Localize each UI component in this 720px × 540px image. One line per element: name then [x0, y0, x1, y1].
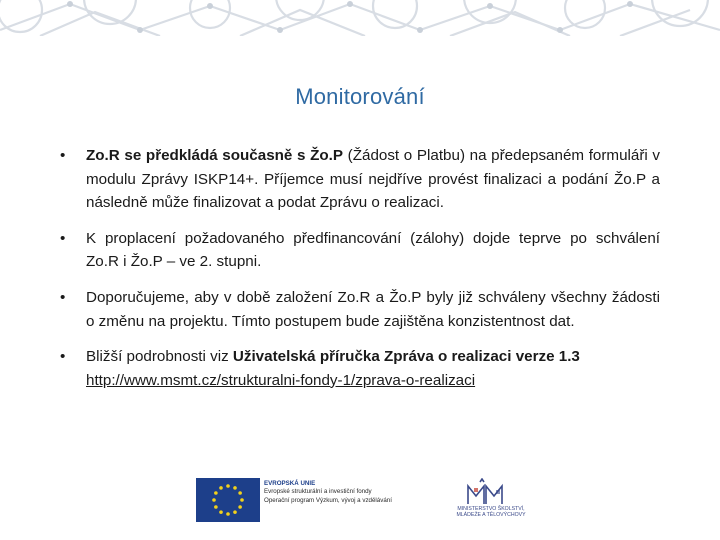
bullet-dot: • — [60, 288, 66, 306]
ministry-line-1: MINISTERSTVO ŠKOLSTVÍ, — [457, 506, 525, 512]
bullet-dot: • — [60, 348, 66, 366]
eu-star — [226, 512, 230, 516]
bullet-4-bold: Uživatelská příručka Zpráva o realizaci verze 1.3 — [232, 348, 580, 366]
eu-star — [240, 498, 244, 502]
eu-star — [214, 505, 218, 509]
eu-star — [219, 510, 223, 514]
bullet-4-text: Bližší podrobnosti viz — [86, 348, 233, 366]
bullet-item-2 — [60, 227, 660, 274]
eu-logo-line-1: EVROPSKÁ UNIE — [264, 480, 316, 487]
ministry-text — [446, 506, 536, 519]
eu-star — [212, 498, 216, 502]
eu-logo-line-2: Evropské strukturální a investiční fondy — [264, 488, 372, 496]
eu-star — [233, 510, 237, 514]
bullet-1-text: (Žádost o Platbu) na předepsaném formuláři v modulu Zprávy ISKP14+. Příjemce musí nejdříve provést finalizaci a podání Žo.P a následně může finalizovat a podat Zprávu o realizaci. — [86, 147, 660, 212]
bullet-3-text: Doporučujeme, aby v době založení Zo.R a Žo.P byly již schváleny všechny žádosti o změnu na projektu. Tímto postupem bude zajištěna konzistentnost dat. — [86, 288, 660, 330]
bullet-2-text: K proplacení požadovaného předfinancování (zálohy) dojde teprve po schválení Zo.R i Žo.P – ve 2. stupni. — [86, 229, 660, 271]
header-pattern — [0, 0, 720, 36]
ministry-line-2: MLÁDEŽE A TĚLOVÝCHOVY — [456, 512, 526, 519]
footer-logos — [196, 474, 536, 524]
eu-logo-text — [264, 480, 444, 505]
zprava-o-realizaci-link[interactable]: http://www.msmt.cz/strukturalni-fondy-1/zprava-o-realizaci — [86, 371, 476, 389]
eu-star — [226, 484, 230, 488]
network-pattern-graphic — [0, 0, 720, 36]
bullet-1-bold: Zo.R se předkládá současně s Žo.P — [86, 147, 344, 164]
bullet-dot: • — [60, 147, 66, 164]
bullet-dot: • — [60, 229, 66, 247]
eu-logo-line-3: Operační program Výzkum, vývoj a vzdělávání — [264, 496, 392, 504]
slide-title: Monitorování — [295, 84, 425, 109]
eu-star — [238, 491, 242, 495]
bullet-item-3 — [60, 286, 660, 333]
bullet-item-1 — [60, 144, 660, 215]
eu-star — [219, 486, 223, 490]
bullet-item-4 — [60, 345, 660, 392]
eu-star — [238, 505, 242, 509]
eu-star — [214, 491, 218, 495]
eu-flag-icon — [196, 478, 260, 522]
bullet-list — [60, 144, 660, 404]
eu-star — [233, 486, 237, 490]
